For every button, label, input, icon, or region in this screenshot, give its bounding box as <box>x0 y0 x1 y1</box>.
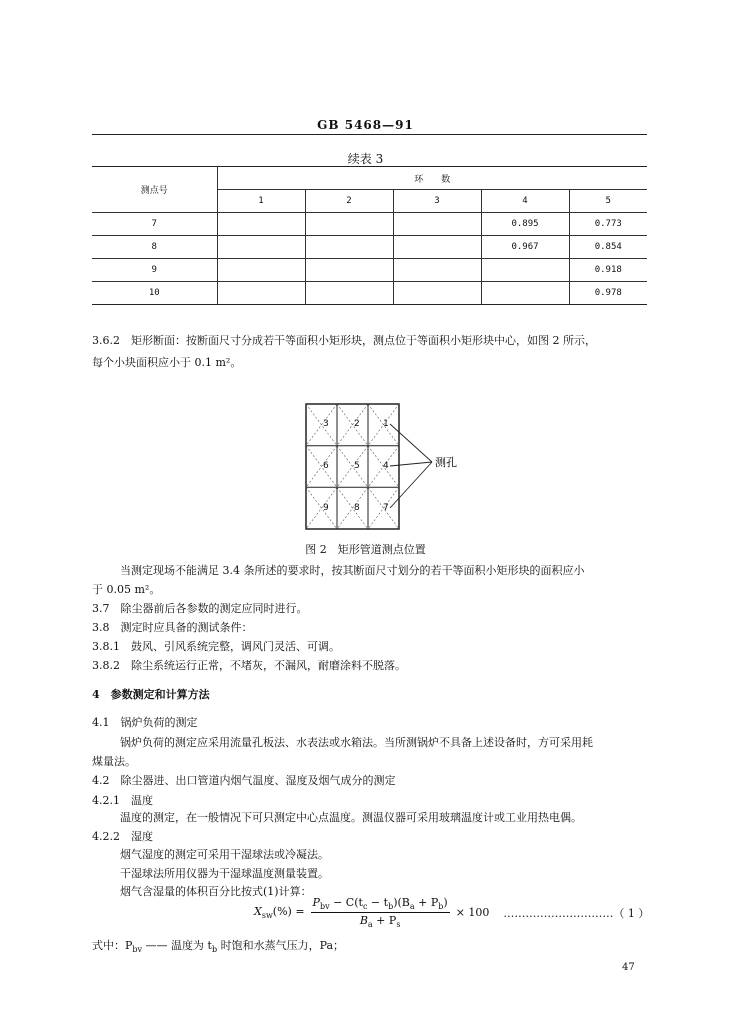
column-header: 1 <box>217 190 305 213</box>
formula-1: $X_{sw}(\%)$ = $P_{bv} - C(t_c - t_b)(B_a + P_b)$ $B_a + P_s$ × 100 …………………………（ 1 ） <box>254 896 650 930</box>
table-cell <box>305 282 393 305</box>
grid-number: 6 <box>323 461 329 471</box>
rectangular-duct-figure <box>300 400 470 535</box>
figure-caption: 图 2 矩形管道测点位置 <box>305 543 426 556</box>
section-4-heading: 4 参数测定和计算方法 <box>92 688 210 701</box>
data-table <box>92 166 647 305</box>
row-id: 10 <box>92 282 217 305</box>
table-row <box>92 282 647 305</box>
numerator: $P_{bv} - C(t_c - t_b)(B_a + P_b)$ <box>312 896 448 912</box>
section-4-2-2-p2: 干湿球法所用仪器为干湿球温度测量装置。 <box>120 867 329 880</box>
section-4-2: 4.2 除尘器进、出口管道内烟气温度、湿度及烟气成分的测定 <box>92 774 396 787</box>
section-3-8-2: 3.8.2 除尘系统运行正常，不堵灰，不漏风，耐磨涂料不脱落。 <box>92 659 406 672</box>
table-cell <box>305 236 393 259</box>
table-caption: 续表 3 <box>347 152 384 166</box>
where-clause: 式中：$P_{bv}$ —— 温度为 $t_b$ 时饱和水蒸气压力，Pa； <box>92 939 345 955</box>
table-cell <box>217 259 305 282</box>
table-cell <box>305 259 393 282</box>
section-4-2-2-p3: 烟气含湿量的体积百分比按式(1)计算： <box>120 885 312 898</box>
table-cell: 0.918 <box>569 259 647 282</box>
section-4-2-2: 4.2.2 湿度 <box>92 830 153 843</box>
grid-number: 4 <box>383 461 389 471</box>
table-cell <box>393 213 481 236</box>
table-cell <box>481 259 569 282</box>
row-id: 7 <box>92 213 217 236</box>
page-number: 47 <box>622 962 635 973</box>
column-header: 5 <box>569 190 647 213</box>
table-cell <box>393 259 481 282</box>
grid-number: 5 <box>354 461 360 471</box>
table-row <box>92 259 647 282</box>
column-header: 2 <box>305 190 393 213</box>
section-4-2-1-p1: 温度的测定，在一般情况下可只测定中心点温度。测温仪器可采用玻璃温度计或工业用热电偶。 <box>120 811 582 824</box>
grid-number: 3 <box>323 419 329 429</box>
pointer-label: 测孔 <box>435 456 457 469</box>
row-header-cell: 测点号 <box>92 167 217 213</box>
grid-number: 2 <box>354 419 360 429</box>
grid-number: 1 <box>383 419 389 429</box>
section-4-2-2-p1: 烟气湿度的测定可采用干湿球法或冷凝法。 <box>120 848 329 861</box>
table-cell: 0.854 <box>569 236 647 259</box>
after-figure-line1: 当测定现场不能满足 3.4 条所述的要求时，按其断面尺寸划分的若干等面积小矩形块的面积应小 <box>120 564 585 577</box>
section-3-8-1: 3.8.1 鼓风、引风系统完整，调风门灵活、可调。 <box>92 640 340 653</box>
section-4-1: 4.1 锅炉负荷的测定 <box>92 716 198 729</box>
section-3-7: 3.7 除尘器前后各参数的测定应同时进行。 <box>92 602 308 615</box>
grid-number: 8 <box>354 503 360 513</box>
table-cell <box>393 236 481 259</box>
column-header: 3 <box>393 190 481 213</box>
fraction <box>311 896 450 929</box>
denominator: $B_a + P_s$ <box>359 914 401 930</box>
table-cell <box>305 213 393 236</box>
section-3-6-2: 3.6.2 矩形断面：按断面尺寸分成若干等面积小矩形块，测点位于等面积小矩形块中心，如图 2 所示， <box>92 334 596 347</box>
after-figure-line2: 于 0.05 m²。 <box>92 583 161 596</box>
section-4-2-1: 4.2.1 温度 <box>92 794 153 807</box>
table-cell <box>217 236 305 259</box>
header-rule <box>92 134 647 135</box>
equation-number: …………………………（ 1 ） <box>503 906 650 920</box>
table-cell: 0.967 <box>481 236 569 259</box>
table-cell <box>393 282 481 305</box>
column-header: 4 <box>481 190 569 213</box>
section-4-1-p1: 锅炉负荷的测定应采用流量孔板法、水表法或水箱法。当所测锅炉不具备上述设备时，方可采用耗 <box>120 736 593 749</box>
grid-number: 9 <box>323 503 329 513</box>
table-cell: 0.773 <box>569 213 647 236</box>
row-id: 9 <box>92 259 217 282</box>
section-3-6-2-cont: 每个小块面积应小于 0.1 m²。 <box>92 356 242 369</box>
table-cell <box>217 213 305 236</box>
section-4-1-p2: 煤量法。 <box>92 755 136 768</box>
row-id: 8 <box>92 236 217 259</box>
table-cell <box>481 282 569 305</box>
table-cell <box>217 282 305 305</box>
table-row <box>92 213 647 236</box>
table-cell: 0.978 <box>569 282 647 305</box>
table-cell: 0.895 <box>481 213 569 236</box>
group-header-cell: 环 数 <box>217 167 647 190</box>
table-row <box>92 236 647 259</box>
standard-header: GB 5468—91 <box>317 118 414 132</box>
grid-number: 7 <box>383 503 389 513</box>
section-3-8: 3.8 测定时应具备的测试条件： <box>92 621 253 634</box>
